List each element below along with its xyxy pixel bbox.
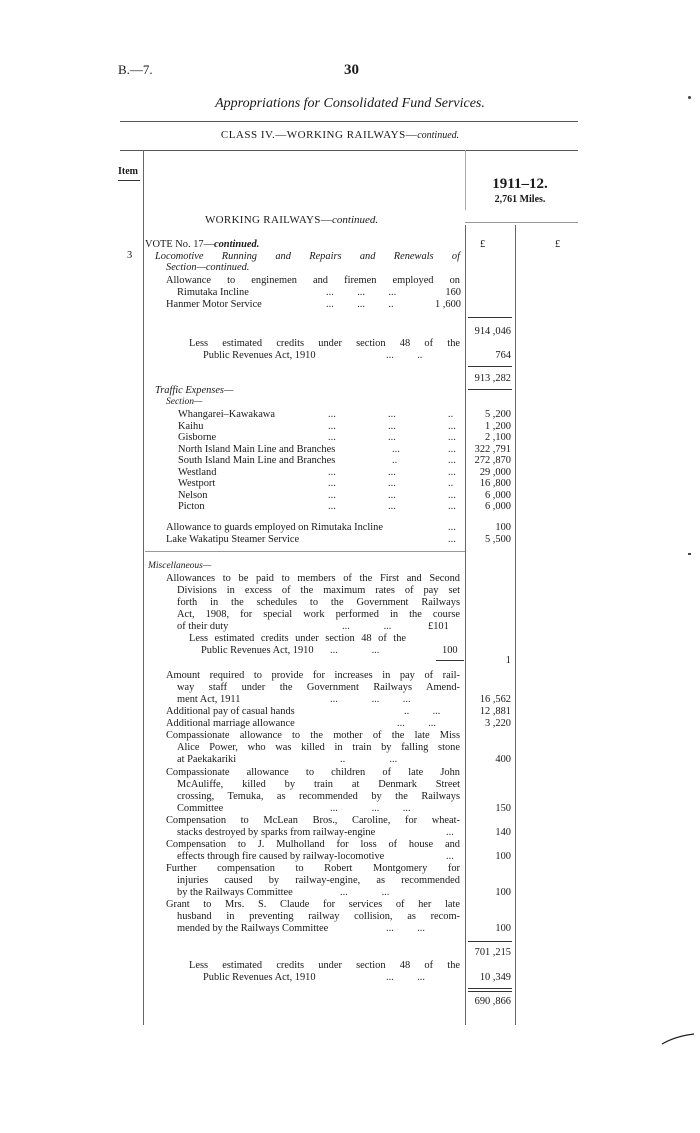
loco-total: 913 ,282 (474, 373, 511, 384)
misc-allow-line5: of their duty (177, 621, 229, 632)
total-column-line (515, 225, 516, 1025)
loco-enginemen-value: 160 (445, 287, 461, 298)
list-item: North Island Main Line and Branches ... ... 322 ,791 (178, 443, 511, 455)
total-underline (468, 389, 512, 390)
miles-header: 2,761 Miles. (494, 194, 546, 205)
misc-allow-rule (436, 660, 464, 661)
misc-mcauliffe-line3: crossing, Temuka, as recommended by the Railways (177, 791, 460, 802)
misc-allow-less2: Public Revenues Act, 1910 (201, 645, 314, 656)
misc-power-value: 400 (495, 754, 511, 765)
list-item: Whangarei–Kawakawa ... ... .. 5 ,200 (178, 409, 511, 420)
misc-montgomery-line3: by the Railways Committee (177, 887, 293, 898)
misc-montgomery-line2: injuries caused by railway-engine, as recommended (177, 875, 460, 886)
misc-mulholland-line2: effects through fire caused by railway-locomotive (177, 851, 385, 862)
leader-dots: ... .. (386, 350, 423, 361)
loco-hanmer-label: Hanmer Motor Service (166, 299, 262, 310)
list-item: Kaihu ... ... ... 1 ,200 (178, 420, 511, 432)
scan-mark (660, 1030, 696, 1048)
leader-dots: ... ... (342, 621, 392, 632)
misc-increase-value: 16 ,562 (479, 694, 511, 705)
misc-claude-value: 100 (495, 923, 511, 934)
misc-mclean-line2: stacks destroyed by sparks from railway-engine (177, 827, 376, 838)
misc-claude-line2: husband in preventing railway collision, as recom- (177, 911, 460, 922)
loco-subtotal: 914 ,046 (474, 326, 511, 337)
misc-allow-line3: forth in the schedules to the Government Railways (177, 597, 460, 608)
loco-less-line2: Public Revenues Act, 1910 (203, 350, 316, 361)
misc-allow-value: 1 (505, 655, 511, 666)
page-title: Appropriations for Consolidated Fund Services. (215, 96, 485, 111)
list-item: Westland ... ... ... 29 ,000 (178, 466, 511, 478)
total-rule (468, 366, 512, 367)
misc-increase-line2: way staff under the Government Railways Amend- (177, 682, 460, 693)
title-rule (120, 121, 578, 122)
item-column-line (143, 150, 144, 1025)
misc-casual-label: Additional pay of casual hands (166, 706, 295, 717)
misc-mulholland-value: 100 (495, 851, 511, 862)
misc-subtotal: 701 ,215 (474, 947, 511, 958)
currency-symbol-left: £ (480, 239, 486, 250)
leader-dots: ... ... (397, 718, 436, 729)
misc-power-line2: Alice Power, who was killed in train by falling stone (177, 742, 460, 753)
leader-dots: ... ... (386, 923, 425, 934)
leader-dots: ... ... .. (326, 299, 394, 310)
traffic-section-label: Section— (166, 397, 203, 407)
vote-label: VOTE No. 17—continued. (145, 239, 260, 250)
misc-allow-less1: Less estimated credits under section 48 of the (189, 633, 406, 644)
misc-marriage-label: Additional marriage allowance (166, 718, 295, 729)
traffic-title: Traffic Expenses— (155, 385, 234, 396)
misc-increase-line3: ment Act, 1911 (177, 694, 241, 705)
item-column-header: Item (118, 166, 138, 177)
leader-dots: ... ... (386, 972, 425, 983)
traffic-list (178, 409, 511, 513)
misc-mcauliffe-line2: McAuliffe, killed by train at Denmark Street (177, 779, 460, 790)
leader-dots: ... ... ... (330, 803, 411, 814)
misc-mclean-line1: Compensation to McLean Bros., Caroline, for wheat- (166, 815, 460, 826)
section-divider (145, 551, 465, 552)
list-item: Westport ... ... .. 16 ,800 (178, 478, 511, 489)
leader-dots: ... ... (330, 645, 380, 656)
leader-dots: ... ... (340, 887, 390, 898)
leader-dots: ... ... ... (326, 287, 397, 298)
leader-dots: ... (448, 534, 456, 545)
total-rule (468, 988, 512, 989)
item-header-rule (118, 180, 140, 181)
document-reference: B.—7. (118, 62, 153, 77)
misc-mcauliffe-value: 150 (495, 803, 511, 814)
currency-symbol-right: £ (555, 239, 561, 250)
misc-mclean-value: 140 (495, 827, 511, 838)
misc-allow-line2: Divisions in excess of the maximum rates of pay set (177, 585, 460, 596)
list-item: South Island Main Line and Branches .. ... 272 ,870 (178, 455, 511, 466)
year-header: 1911–12. (492, 176, 548, 192)
misc-power-line1: Compassionate allowance to the mother of the late Miss (166, 730, 460, 741)
loco-title: Locomotive Running and Repairs and Renewals of (155, 251, 460, 262)
leader-dots: ... ... ... (330, 694, 411, 705)
loco-title-cont: Section—continued. (166, 262, 250, 273)
traffic-steamer-value: 5 ,500 (485, 534, 511, 545)
misc-less-line1: Less estimated credits under section 48 of the (189, 960, 460, 971)
misc-mcauliffe-line1: Compassionate allowance to children of late John (166, 767, 460, 778)
year-column-line (465, 150, 466, 210)
misc-allow-line1: Allowances to be paid to members of the First and Second (166, 573, 460, 584)
loco-hanmer-value: 1 ,600 (435, 299, 461, 310)
list-item: Picton ... ... ... 6 ,000 (178, 501, 511, 512)
misc-less-value: 10 ,349 (479, 972, 511, 983)
amount-column-line (465, 225, 466, 1025)
misc-allow-line4: Act, 1908, for special work performed in the course (177, 609, 460, 620)
scan-speck (688, 553, 691, 555)
traffic-steamer-label: Lake Wakatipu Steamer Service (166, 534, 300, 545)
traffic-guards-value: 100 (495, 522, 511, 533)
leader-dots: ... (446, 827, 454, 838)
leader-dots: .. ... (340, 754, 398, 765)
leader-dots: ... (446, 851, 454, 862)
misc-allow-less-amount: 100 (442, 645, 458, 656)
loco-less-line1: Less estimated credits under section 48 of the (189, 338, 460, 349)
table-top-rule (120, 150, 578, 151)
year-header-rule (465, 222, 578, 223)
loco-enginemen-line2: Rimutaka Incline (177, 287, 249, 298)
total-double-rule (468, 991, 512, 992)
misc-less-line2: Public Revenues Act, 1910 (203, 972, 316, 983)
misc-title: Miscellaneous— (148, 561, 212, 571)
misc-increase-line1: Amount required to provide for increases in pay of rail- (166, 670, 460, 681)
misc-marriage-value: 3 ,220 (485, 718, 511, 729)
scan-speck (688, 96, 691, 99)
misc-mulholland-line1: Compensation to J. Mulholland for loss of house and (166, 839, 460, 850)
sub-heading: WORKING RAILWAYS—continued. (205, 214, 379, 226)
misc-claude-line3: mended by the Railways Committee (177, 923, 329, 934)
misc-montgomery-line1: Further compensation to Robert Montgomery for (166, 863, 460, 874)
misc-total: 690 ,866 (474, 996, 511, 1007)
list-item: Nelson ... ... ... 6 ,000 (178, 489, 511, 501)
misc-claude-line1: Grant to Mrs. S. Claude for services of her late (166, 899, 460, 910)
class-heading: CLASS IV.—WORKING RAILWAYS—continued. (220, 129, 460, 141)
misc-allow-amount: £101 (428, 621, 449, 632)
loco-enginemen-line1: Allowance to enginemen and firemen employed on (166, 275, 460, 286)
misc-montgomery-value: 100 (495, 887, 511, 898)
misc-mcauliffe-line4: Committee (177, 803, 224, 814)
loco-less-value: 764 (495, 350, 511, 361)
misc-casual-value: 12 ,881 (479, 706, 511, 717)
leader-dots: ... (448, 522, 456, 533)
misc-power-line3: at Paekakariki (177, 754, 237, 765)
page-number: 30 (344, 62, 359, 78)
traffic-guards-label: Allowance to guards employed on Rimutaka Incline (166, 522, 383, 533)
subtotal-rule (468, 317, 512, 318)
leader-dots: .. ... (404, 706, 441, 717)
list-item: Gisborne ... ... ... 2 ,100 (178, 432, 511, 443)
subtotal-rule (468, 941, 512, 942)
item-number: 3 (127, 250, 133, 261)
